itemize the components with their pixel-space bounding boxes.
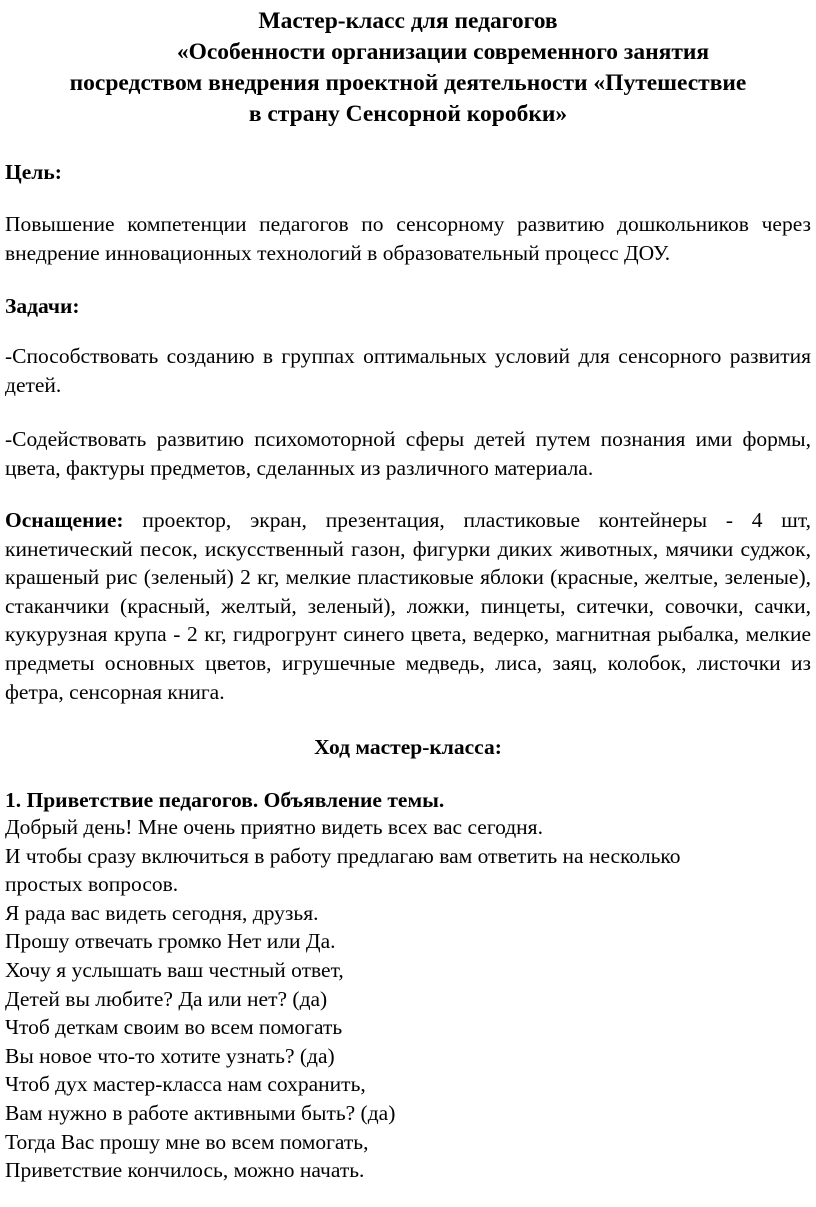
section-1-line: Добрый день! Мне очень приятно видеть всех вас сегодня. [5, 815, 543, 839]
equipment-text: проектор, экран, презентация, пластиковые контейнеры - 4 шт, кинетический песок, искусственный газон, фигурки диких животных, мячики суджок, крашеный рис (зеленый) 2 кг, мелкие пластиковые яблоки (красные, желтые, зеленые), стаканчики (красный, желтый, зеленый), ложки, пинцеты, ситечки, совочки, сачки, кукурузная крупа - 2 кг, гидрогрунт синего цвета, ведерко, магнитная рыбалка, мелкие предметы основных цветов, игрушечные медведь, лиса, заяц, колобок, листочки из фетра, сенсорная книга. [5, 508, 811, 704]
equipment-label: Оснащение: [5, 508, 124, 532]
equipment-paragraph [5, 506, 811, 706]
section-1-line: Прошу отвечать громко Нет или Да. [5, 929, 336, 954]
goal-text: Повышение компетенции педагогов по сенсорному развитию дошкольников через внедрение инновационных технологий в образовательный процесс ДОУ. [5, 212, 811, 265]
goal-heading: Цель: [5, 160, 62, 184]
section-1-line: простых вопросов. [5, 872, 179, 897]
section-1-line: Тогда Вас прошу мне во всем помогать, [5, 1129, 369, 1154]
section-1-line: Приветствие кончилось, можно начать. [5, 1158, 365, 1183]
section-1-line: Вам нужно в работе активными быть? (да) [5, 1100, 396, 1125]
course-heading: Ход мастер-класса: [314, 735, 502, 759]
task-item-2: -Содействовать развитию психомоторной сферы детей путем познания ими формы, цвета, фактуры предметов, сделанных из различного материала. [5, 427, 811, 480]
section-1-line: И чтобы сразу включиться в работу предлагаю вам ответить на несколько [5, 843, 681, 868]
section-1-text [5, 813, 811, 1185]
title-line-2: «Особенности организации современного занятия [176, 39, 710, 65]
title-line-3: посредством внедрения проектной деятельности «Путешествие [69, 70, 747, 96]
section-1-line: Чтоб дух мастер-класса нам сохранить, [5, 1072, 366, 1097]
title-line-4: в страну Сенсорной коробки» [248, 101, 568, 127]
section-1-line: Вы новое что-то хотите узнать? (да) [5, 1043, 335, 1068]
section-1-line: Я рада вас видеть сегодня, друзья. [5, 900, 319, 925]
section-1-line: Хочу я услышать ваш честный ответ, [5, 957, 344, 982]
task-item-1: -Способствовать созданию в группах оптимальных условий для сенсорного развития детей. [5, 344, 811, 397]
document-title [0, 6, 816, 130]
tasks-heading: Задачи: [5, 294, 80, 318]
title-line-1: Мастер-класс для педагогов [258, 8, 558, 34]
section-1-heading: 1. Приветствие педагогов. Объявление темы. [5, 788, 445, 812]
section-1-line: Чтоб деткам своим во всем помогать [5, 1015, 343, 1040]
section-1-line: Детей вы любите? Да или нет? (да) [5, 986, 328, 1011]
